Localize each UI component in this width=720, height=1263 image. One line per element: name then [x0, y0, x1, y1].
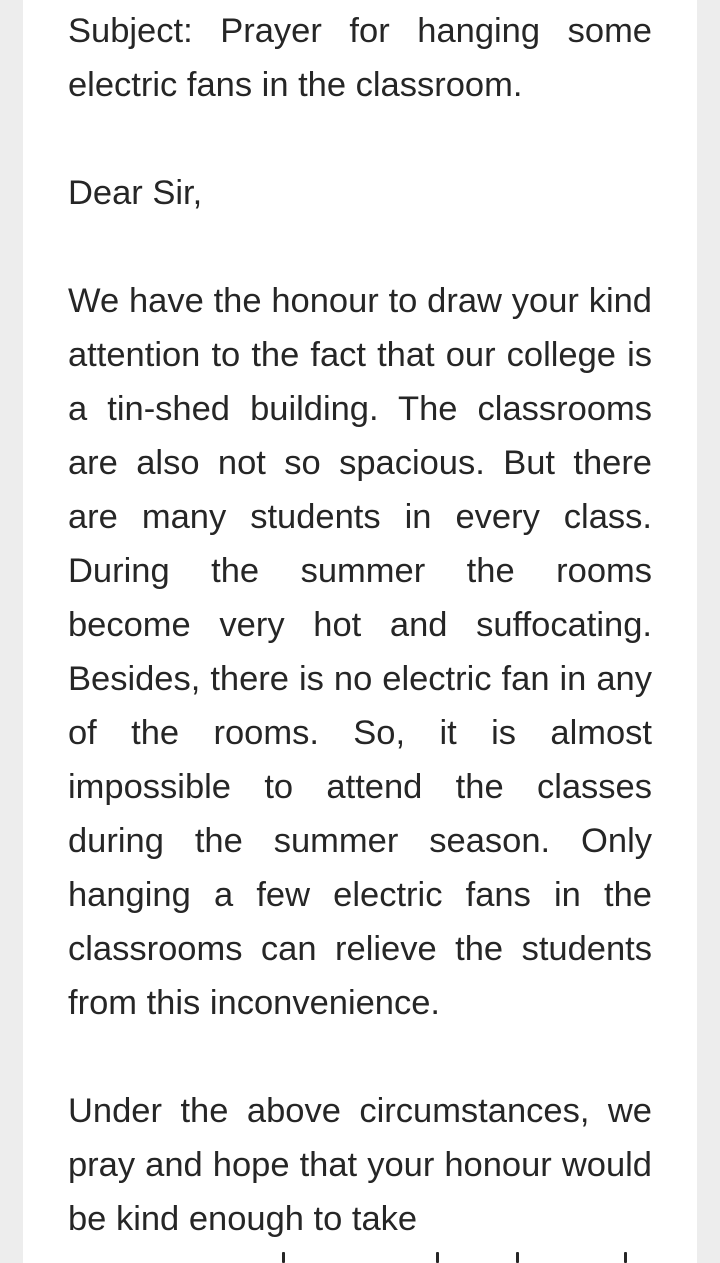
- cut-off-text-line: [68, 1252, 652, 1263]
- document-page: [23, 0, 697, 1263]
- body-paragraph-2: Under the above circumstances, we pray and hope that your honour would be kind enough to take: [68, 1092, 652, 1238]
- subject-line: Subject: Prayer for hanging some electric fans in the classroom.: [68, 12, 652, 104]
- body-paragraph-1: We have the honour to draw your kind attention to the fact that our college is a tin-shed building. The classrooms are also not so spacious. But there are many students in every class. During the summer the rooms become very hot and suffocating. Besides, there is no electric fan in any of the rooms. So, it is almost impossible to attend the classes during the summer season. Only hanging a few electric fans in the classrooms can relieve the students from this inconvenience.: [68, 282, 652, 1022]
- letter-body: [68, 4, 652, 1263]
- salutation: Dear Sir,: [68, 174, 203, 212]
